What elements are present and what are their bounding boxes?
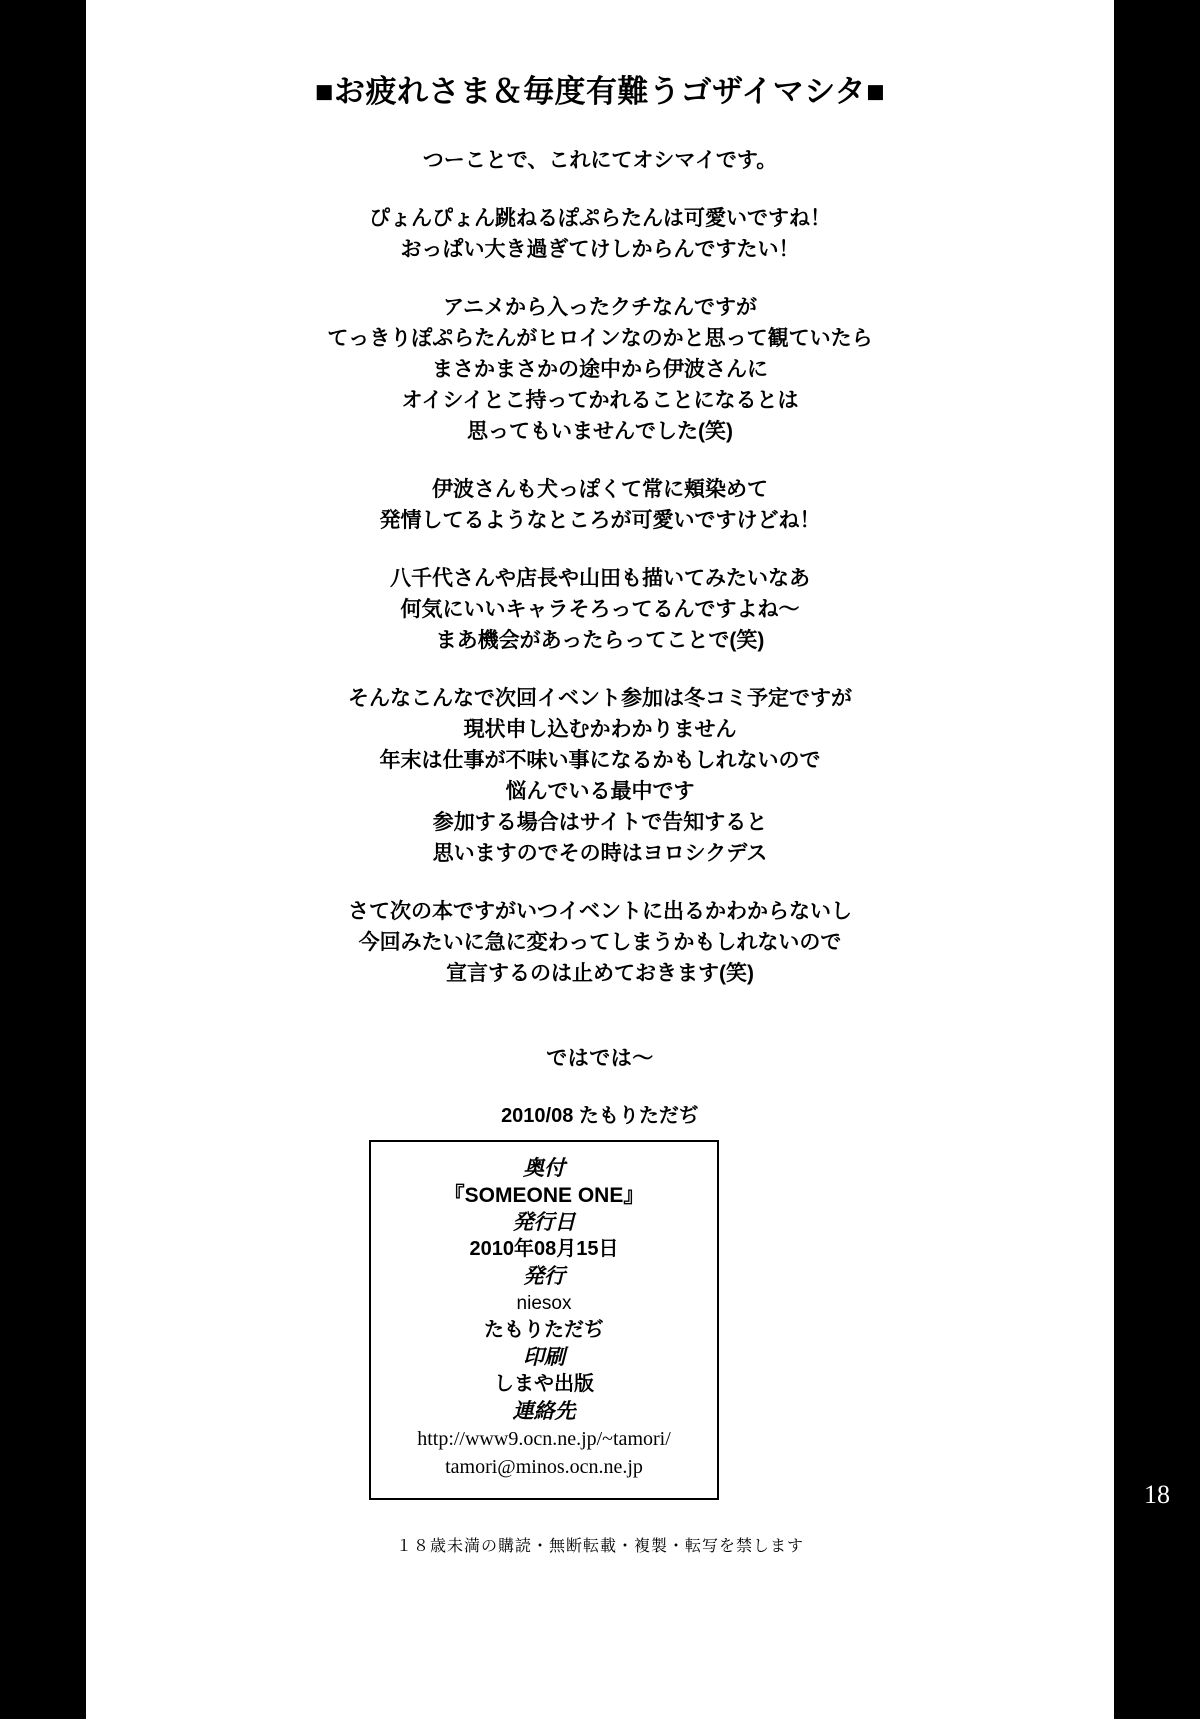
colophon-box [369, 1140, 719, 1500]
page-title: ■お疲れさま＆毎度有難うゴザイマシタ■ [314, 74, 886, 109]
afterword-line: 八千代さんや店長や山田も描いてみたいなあ [390, 567, 810, 590]
afterword-line: 年末は仕事が不味い事になるかもしれないので [379, 749, 821, 772]
afterword-body [86, 145, 1114, 1132]
colophon-heading: 奥付 [523, 1157, 565, 1180]
colophon-book-title: 『SOMEONE ONE』 [443, 1184, 645, 1207]
colophon-contact-url[interactable]: http://www9.ocn.ne.jp/~tamori/ [417, 1428, 671, 1450]
colophon-contact-label: 連絡先 [512, 1400, 576, 1423]
afterword-line: つーことで、これにてオシマイです。 [422, 149, 778, 172]
colophon-printer-label: 印刷 [523, 1346, 565, 1369]
afterword-line: 宣言するのは止めておきます(笑) [446, 962, 754, 985]
colophon-publisher-label: 発行 [523, 1265, 565, 1288]
colophon-publisher-author: たもりただぢ [484, 1319, 604, 1341]
afterword-line: まさかまさかの途中から伊波さんに [432, 358, 768, 381]
afterword-line: まあ機会があったらってことで(笑) [435, 629, 765, 652]
afterword-line: オイシイとこ持ってかれることになるとは [401, 389, 799, 412]
afterword-line: 伊波さんも犬っぽくて常に頬染めて [432, 478, 768, 501]
colophon-publisher-circle: niesox [516, 1293, 572, 1314]
colophon-pubdate-value: 2010年08月15日 [469, 1238, 619, 1260]
afterword-line: 悩んでいる最中です [505, 780, 695, 803]
afterword-line: アニメから入ったクチなんですが [443, 296, 757, 319]
afterword-line: 思いますのでその時はヨロシクデス [432, 842, 768, 865]
document-page [86, 0, 1114, 1719]
afterword-line: 思ってもいませんでした(笑) [467, 420, 733, 443]
afterword-line: 参加する場合はサイトで告知すると [432, 811, 768, 834]
afterword-line: 今回みたいに急に変わってしまうかもしれないので [358, 931, 842, 954]
page-number: 18 [1144, 1480, 1170, 1509]
afterword-line: 発情してるようなところが可愛いですけどね！ [379, 509, 821, 532]
afterword-line: 現状申し込むかわかりません [463, 718, 737, 741]
afterword-line: さて次の本ですがいつイベントに出るかわからないし [348, 900, 852, 923]
signature-line: 2010/08 たもりただぢ [501, 1105, 699, 1127]
closing-line: ではでは〜 [546, 1047, 654, 1070]
age-restriction-note: １８歳未満の購読・無断転載・複製・転写を禁します [395, 1538, 804, 1555]
afterword-line: ぴょんぴょん跳ねるぽぷらたんは可愛いですね！ [369, 207, 831, 230]
afterword-line: そんなこんなで次回イベント参加は冬コミ予定ですが [348, 687, 852, 710]
afterword-line: てっきりぽぷらたんがヒロインなのかと思って観ていたら [327, 327, 873, 350]
afterword-line: おっぱい大き過ぎてけしからんですたい！ [400, 238, 800, 261]
afterword-line: 何気にいいキャラそろってるんですよね〜 [400, 598, 800, 621]
colophon-pubdate-label: 発行日 [512, 1211, 576, 1234]
colophon-contact-email[interactable]: tamori@minos.ocn.ne.jp [445, 1456, 643, 1478]
colophon-printer-value: しまや出版 [494, 1373, 594, 1395]
